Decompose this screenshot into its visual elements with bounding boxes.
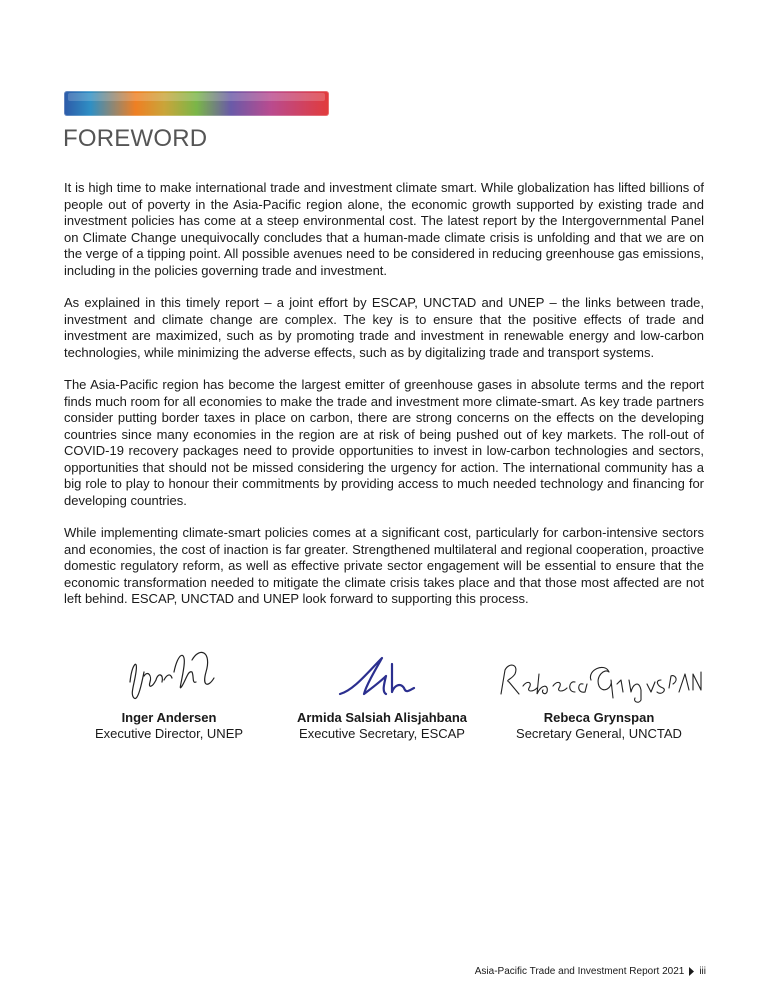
signatory-name: Armida Salsiah Alisjahbana <box>296 710 468 725</box>
play-arrow-icon <box>689 967 694 976</box>
page-number: iii <box>699 966 706 977</box>
signatory-alisjahbana <box>272 640 492 742</box>
signatory-role: Executive Secretary, ESCAP <box>299 726 465 741</box>
signatory-name: Inger Andersen <box>121 710 217 725</box>
paragraph: It is high time to make international trade and investment climate smart. While globalization has lifted billions of people out of poverty in the Asia-Pacific region alone, the economic growth supported by existing trade and investment policies has come at a steep environmental cost. The latest report by the Intergovernmental Panel on Climate Change unequivocally concludes that a human-made climate crisis is unfolding and that we are on the verge of a tipping point. All possible avenues need to be considered in reducing greenhouse gas emissions, including in the policies governing trade and investment. <box>64 180 704 278</box>
decorative-color-bar <box>64 91 329 116</box>
foreword-body <box>64 180 704 624</box>
signature-image-alisjahbana <box>272 640 492 710</box>
signatory-role: Secretary General, UNCTAD <box>516 726 682 741</box>
page-footer <box>475 966 706 977</box>
paragraph: The Asia-Pacific region has become the largest emitter of greenhouse gases in absolute terms and the report finds much room for all economies to make the trade and investment more climate-smart. As key trade partners consider putting border taxes in place on carbon, there are strong concerns on the effects on the developing countries since many economies in the region are at risk of being pushed out of key markets. The roll-out of COVID-19 recovery packages need to provide opportunities to invest in low-carbon technologies and sectors, opportunities that should not be missed considering the urgency for action. The international community has a big role to play to honour their commitments by providing access to much needed technology and financing for developing countries. <box>64 377 704 508</box>
signature-image-andersen <box>64 640 274 710</box>
signatures-section <box>64 640 704 750</box>
signatory-name: Rebeca Grynspan <box>543 710 655 725</box>
report-title: Asia-Pacific Trade and Investment Report 2021 <box>474 966 685 977</box>
signatory-andersen <box>64 640 274 742</box>
signature-image-grynspan <box>489 640 709 710</box>
paragraph: While implementing climate-smart policies comes at a significant cost, particularly for carbon-intensive sectors and economies, the cost of inaction is far greater. Strengthened multilateral and regional cooperation, proactive domestic regulatory reform, as well as effective private sector engagement will be essential to ensure that the economic transformation needed to mitigate the climate crisis takes place and that those most affected are not left behind. ESCAP, UNCTAD and UNEP look forward to supporting this process. <box>64 525 704 606</box>
page-title: FOREWORD <box>63 125 208 152</box>
paragraph: As explained in this timely report – a joint effort by ESCAP, UNCTAD and UNEP – the links between trade, investment and climate change are complex. The key is to ensure that the positive effects of trade and investment are maximized, such as by promoting trade and investment in renewable energy and low-carbon technologies, while minimizing the adverse effects, such as by digitalizing trade and transport systems. <box>64 295 704 360</box>
signatory-role: Executive Director, UNEP <box>94 726 244 741</box>
signatory-grynspan <box>489 640 709 742</box>
